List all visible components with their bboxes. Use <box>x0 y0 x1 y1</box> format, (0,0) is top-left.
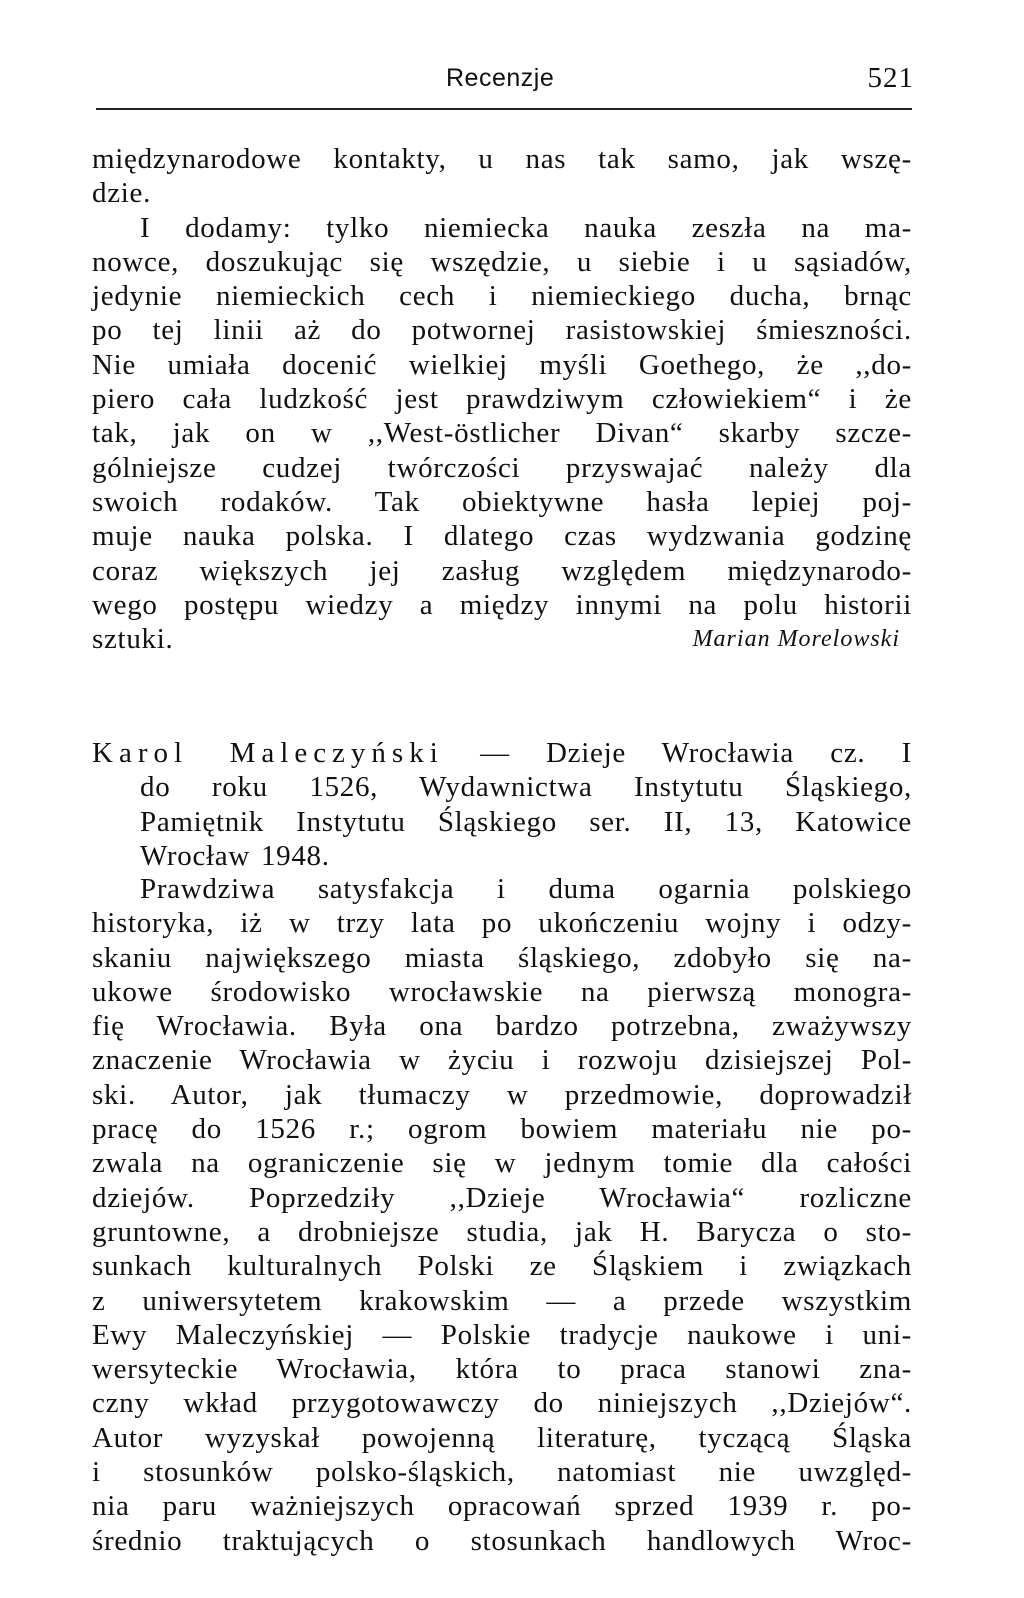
text-line: skaniu największego miasta śląskiego, zdobyło się na- <box>92 941 912 974</box>
text-line: ukowe środowisko wrocławskie na pierwszą monogra- <box>92 975 912 1008</box>
text-line: czny wkład przygotowawczy do niniejszych ,,Dziejów“. <box>92 1387 912 1420</box>
text-line: ski. Autor, jak tłumaczy w przedmowie, doprowadził <box>92 1078 912 1111</box>
text-line: pracę do 1526 r.; ogrom bowiem materiału nie po- <box>92 1113 912 1146</box>
reviewer-signature: Marian Morelowski <box>692 626 900 652</box>
text-line: nia paru ważniejszych opracowań sprzed 1939 r. po- <box>92 1490 912 1523</box>
citation-line: do roku 1526, Wydawnictwa Instytutu Śląskiego, <box>140 771 912 804</box>
text-line: Autor wyzyskał powojenną literaturę, tyczącą Śląska <box>92 1421 912 1454</box>
text-line: wego postępu wiedzy a między innymi na polu historii <box>92 588 912 621</box>
review-body-paragraph <box>92 872 912 1558</box>
text-line: muje nauka polska. I dlatego czas wydzwania godzinę <box>92 520 912 553</box>
text-line: historyka, iż w trzy lata po ukończeniu wojny i odzy- <box>92 907 912 940</box>
running-title: Recenzje <box>446 64 555 92</box>
text-line: nowce, doszukując się wszędzie, u siebie i u sąsiadów, <box>92 245 912 278</box>
text-line: Ewy Maleczyńskiej — Polskie tradycje naukowe i uni- <box>92 1318 912 1351</box>
text-line: znaczenie Wrocławia w życiu i rozwoju dzisiejszej Pol- <box>92 1044 912 1077</box>
text-line: dzie. <box>92 177 152 210</box>
citation-line: Pamiętnik Instytutu Śląskiego ser. II, 13, Katowice <box>140 805 912 838</box>
text-line: międzynarodowe kontakty, u nas tak samo, jak wszę- <box>92 143 912 175</box>
text-line: gólniejsze cudzej twórczości przyswajać należy dla <box>92 451 912 484</box>
citation-title-start: — Dzieje Wrocławia cz. I <box>480 737 913 769</box>
citation-line: Wrocław 1948. <box>140 839 330 872</box>
header-rule <box>96 108 912 110</box>
text-line: I dodamy: tylko niemiecka nauka zeszła na ma- <box>140 211 912 244</box>
citation-author: Karol Maleczyński <box>92 737 444 769</box>
text-line: sztuki. <box>92 623 174 656</box>
review-conclusion-paragraph <box>92 142 912 656</box>
text-line: z uniwersytetem krakowskim — a przede wszystkim <box>92 1284 912 1317</box>
text-line: coraz większych jej zasług względem międzynarodo- <box>92 554 912 587</box>
text-line: Nie umiała docenić wielkiej myśli Goethego, że ,,do- <box>92 348 912 381</box>
book-citation <box>92 736 912 873</box>
text-line: swoich rodaków. Tak obiektywne hasła lepiej poj- <box>92 485 912 518</box>
text-line: tak, jak on w ,,West-östlicher Divan“ skarby szcze- <box>92 417 912 450</box>
page-number: 521 <box>867 62 914 94</box>
text-line: Prawdziwa satysfakcja i duma ogarnia polskiego <box>140 873 912 905</box>
text-line: dziejów. Poprzedziły ,,Dzieje Wrocławia“ rozliczne <box>92 1181 912 1214</box>
text-line: po tej linii aż do potwornej rasistowskiej śmieszności. <box>92 314 912 347</box>
book-page <box>92 60 914 1557</box>
text-line: fię Wrocławia. Była ona bardzo potrzebna, zważywszy <box>92 1010 912 1043</box>
text-line: średnio traktujących o stosunkach handlowych Wroc- <box>92 1524 912 1557</box>
citation-line <box>92 736 912 770</box>
text-line: zwala na ograniczenie się w jednym tomie dla całości <box>92 1147 912 1180</box>
text-line: sunkach kulturalnych Polski ze Śląskiem i związkach <box>92 1250 912 1283</box>
text-line: jedynie niemieckich cech i niemieckiego ducha, brnąc <box>92 280 912 313</box>
text-line: gruntowne, a drobniejsze studia, jak H. Barycza o sto- <box>92 1215 912 1248</box>
running-header <box>92 60 912 100</box>
text-line: wersyteckie Wrocławia, która to praca stanowi zna- <box>92 1353 912 1386</box>
text-line: piero cała ludzkość jest prawdziwym człowiekiem“ i że <box>92 383 912 416</box>
text-line: i stosunków polsko-śląskich, natomiast nie uwzględ- <box>92 1456 912 1489</box>
